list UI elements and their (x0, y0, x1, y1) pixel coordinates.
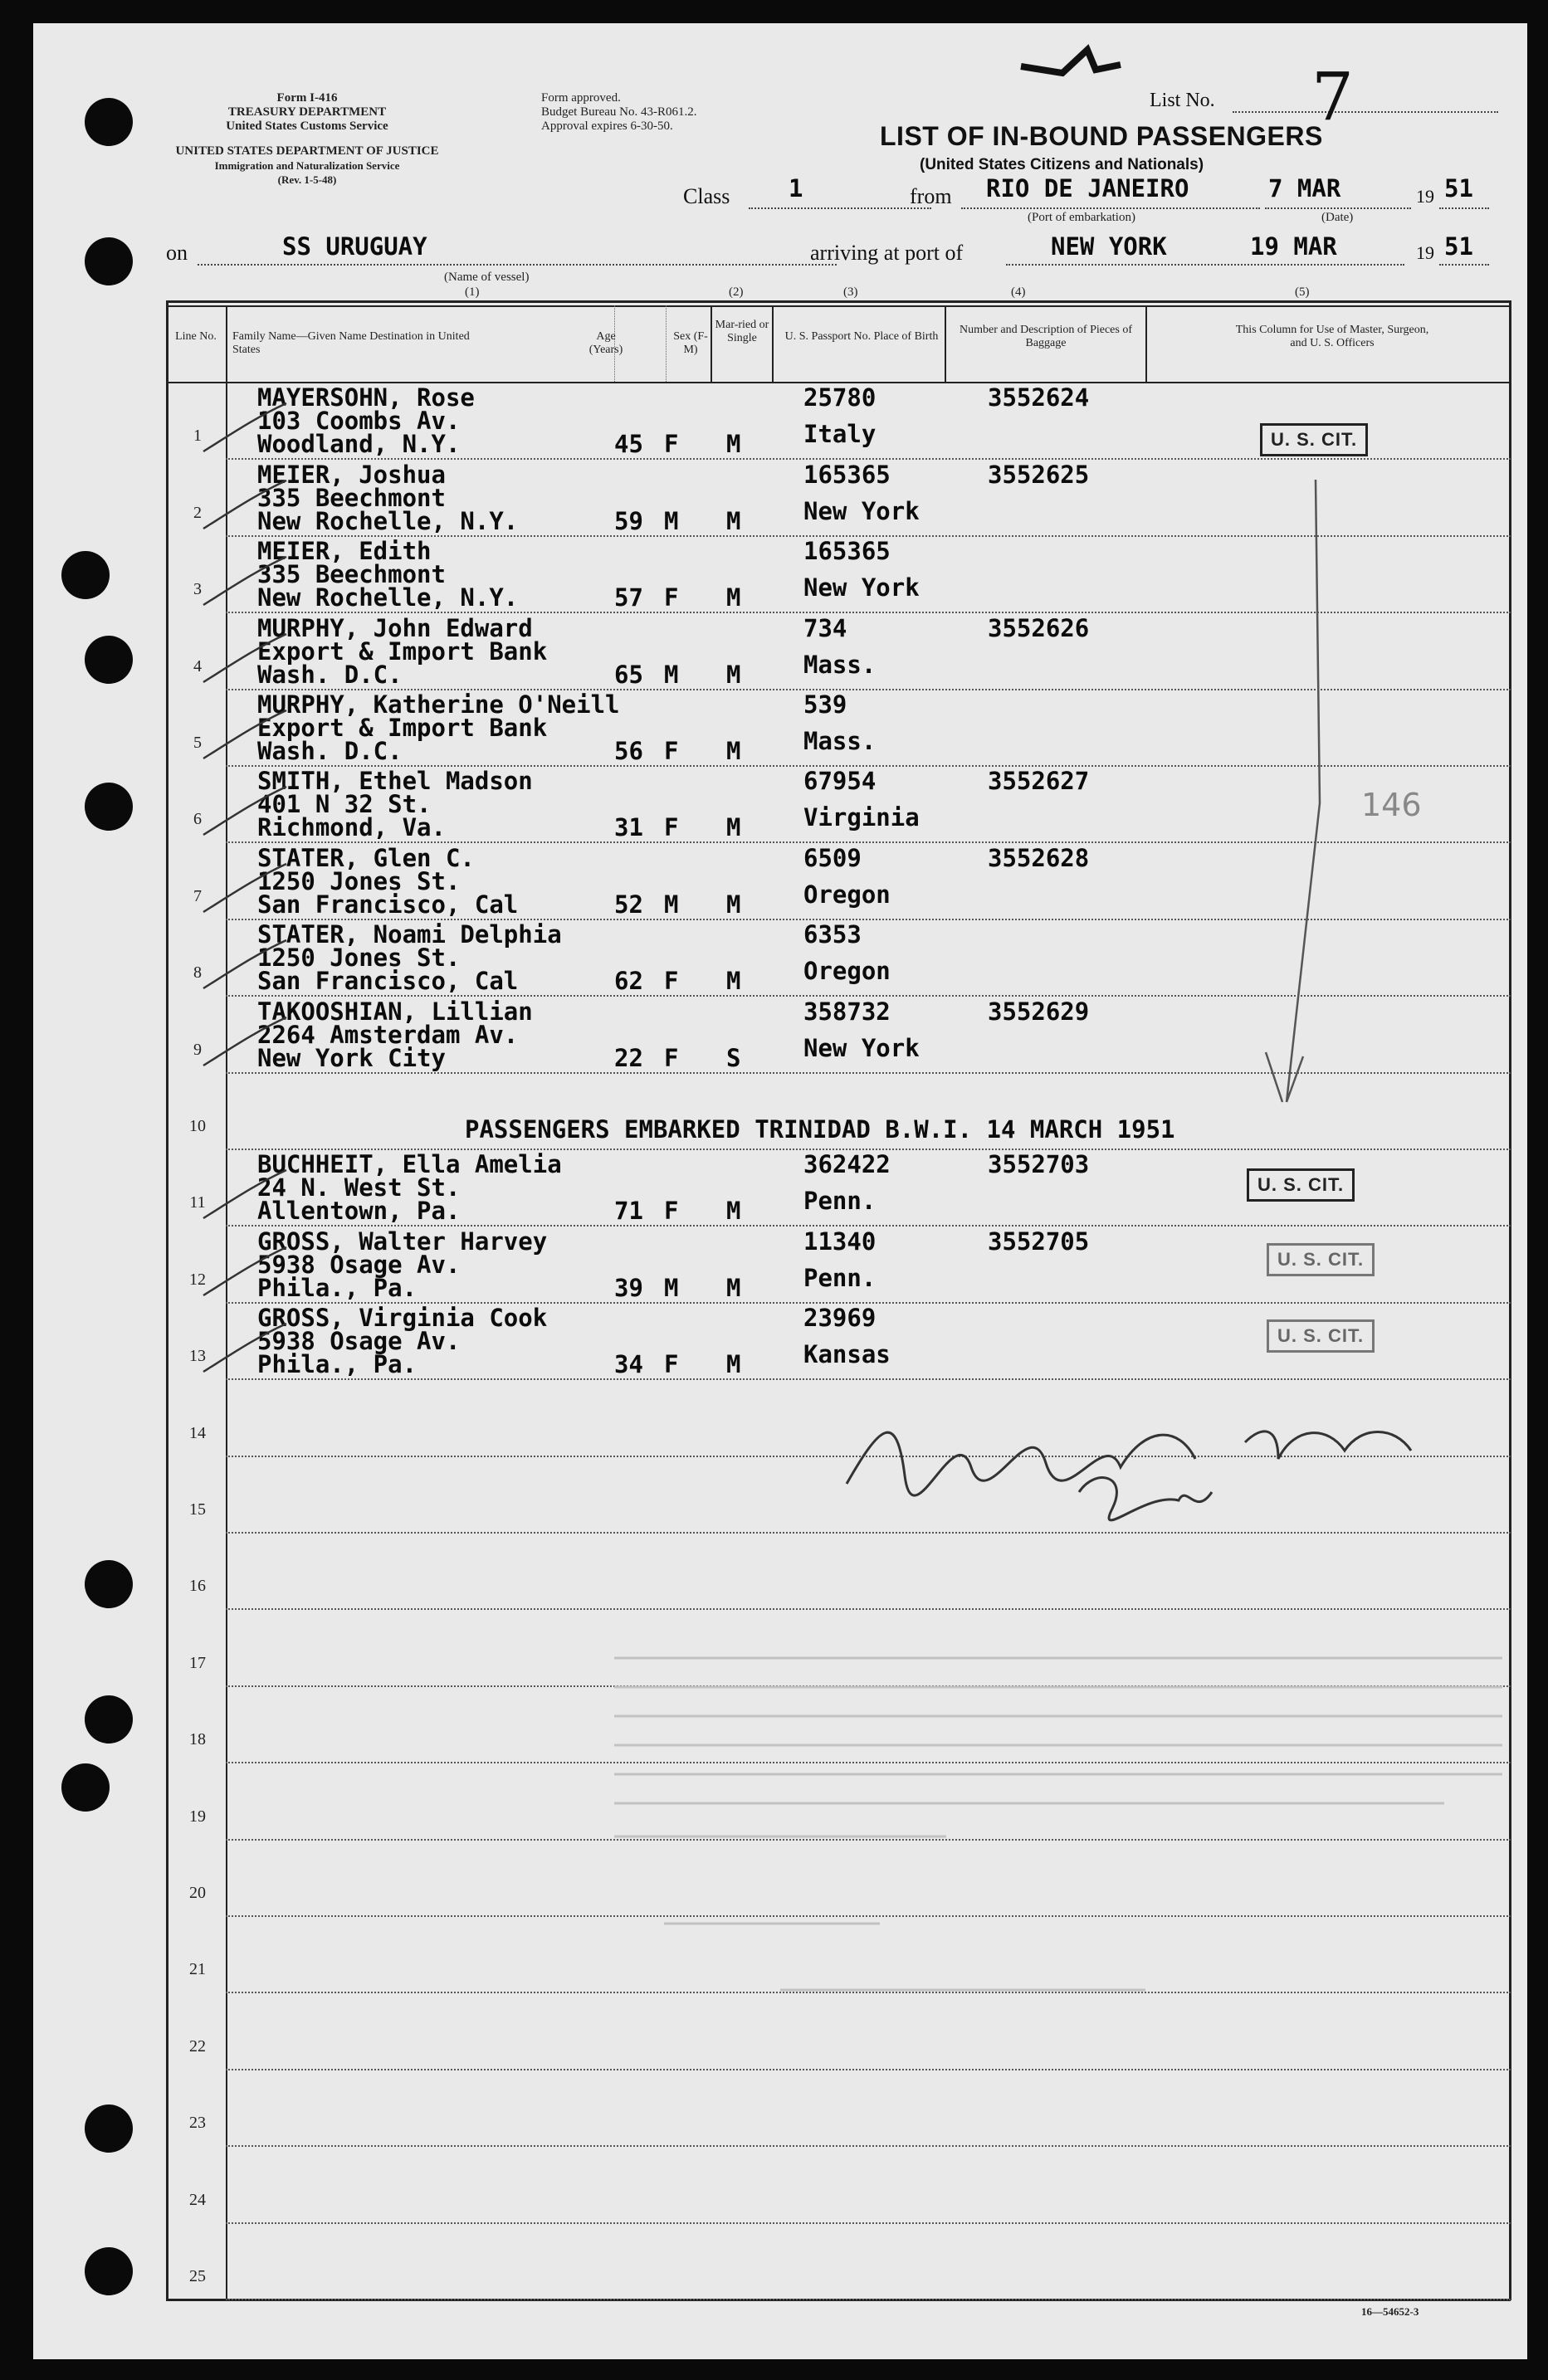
pencil-check-line (1237, 471, 1336, 1119)
passenger-name: STATER, Glen C. (257, 844, 475, 872)
passenger-city: New Rochelle, N.Y. (257, 507, 519, 535)
side-number: 146 (1361, 787, 1422, 823)
pencil-tick-mark (199, 1014, 291, 1072)
passenger-sex: F (664, 737, 679, 765)
passenger-address: Export & Import Bank (257, 637, 548, 666)
punch-hole (85, 1695, 133, 1744)
passenger-name: MAYERSOHN, Rose (257, 383, 475, 412)
place-of-birth: Virginia (803, 803, 920, 832)
passport-number: 734 (803, 614, 847, 642)
passenger-marital-status: M (726, 430, 741, 458)
arrival-port: NEW YORK (1051, 232, 1167, 261)
embark-date: 7 MAR (1268, 174, 1341, 202)
passenger-city: Phila., Pa. (257, 1350, 418, 1378)
passenger-age: 57 (614, 583, 643, 612)
passenger-age: 71 (614, 1197, 643, 1225)
passport-number: 539 (803, 690, 847, 719)
list-number-handwritten: 7 (1311, 58, 1354, 135)
passenger-sex: M (664, 661, 679, 689)
passenger-marital-status: M (726, 507, 741, 535)
passenger-marital-status: M (726, 1274, 741, 1302)
col-5-number: (5) (1295, 285, 1310, 299)
row-separator (226, 458, 1511, 460)
passenger-city: Woodland, N.Y. (257, 430, 461, 458)
list-no-label: List No. (1150, 90, 1215, 111)
place-of-birth: Mass. (803, 651, 877, 679)
passenger-name: SMITH, Ethel Madson (257, 767, 533, 795)
col-2-number: (2) (729, 285, 744, 299)
passenger-sex: F (664, 1044, 679, 1072)
treasury-dept: TREASURY DEPARTMENT (227, 105, 387, 119)
passenger-name: BUCHHEIT, Ella Amelia (257, 1150, 562, 1178)
passenger-city: New York City (257, 1044, 446, 1072)
place-of-birth: Kansas (803, 1340, 891, 1368)
passenger-marital-status: S (726, 1044, 741, 1072)
punch-hole (85, 2104, 133, 2153)
section-note: PASSENGERS EMBARKED TRINIDAD B.W.I. 14 MARCH 1951 (465, 1115, 1175, 1144)
baggage-number: 3552629 (988, 997, 1090, 1026)
passenger-name: MURPHY, Katherine O'Neill (257, 690, 620, 719)
passenger-address: Export & Import Bank (257, 714, 548, 742)
place-of-birth: Oregon (803, 880, 891, 909)
passenger-marital-status: M (726, 1350, 741, 1378)
row-separator (226, 2069, 1511, 2070)
passenger-address: 335 Beechmont (257, 484, 446, 512)
baggage-number: 3552705 (988, 1227, 1090, 1256)
line-number: 21 (189, 1960, 206, 1978)
passenger-age: 56 (614, 737, 643, 765)
pencil-tick-mark (199, 400, 291, 458)
punch-hole (85, 2247, 133, 2295)
row-separator (226, 1225, 1511, 1227)
punch-hole (85, 1560, 133, 1608)
passenger-sex: F (664, 1350, 679, 1378)
line-number: 25 (189, 2267, 206, 2285)
passenger-city: San Francisco, Cal (257, 967, 519, 995)
line-number: 10 (189, 1117, 206, 1135)
passport-number: 358732 (803, 997, 891, 1026)
line-number: 6 (193, 810, 202, 828)
passport-number: 23969 (803, 1304, 877, 1332)
passenger-city: Phila., Pa. (257, 1274, 418, 1302)
passport-number: 362422 (803, 1150, 891, 1178)
row-separator (226, 2299, 1511, 2300)
us-cit-stamp: U. S. CIT. (1260, 423, 1368, 456)
passenger-age: 39 (614, 1274, 643, 1302)
passenger-marital-status: M (726, 890, 741, 919)
passenger-city: New Rochelle, N.Y. (257, 583, 519, 612)
punch-hole (85, 636, 133, 684)
port-of-embarkation: RIO DE JANEIRO (986, 174, 1189, 202)
passenger-city: Wash. D.C. (257, 661, 403, 689)
arrival-date: 19 MAR (1250, 232, 1337, 261)
col-1-number: (1) (465, 285, 480, 299)
baggage-number: 3552625 (988, 461, 1090, 489)
passenger-address: 1250 Jones St. (257, 944, 461, 972)
customs-service: United States Customs Service (226, 119, 388, 133)
doj-block (166, 144, 448, 187)
class-value: 1 (789, 174, 803, 202)
line-number: 14 (189, 1424, 206, 1442)
us-cit-stamp: U. S. CIT. (1267, 1319, 1375, 1353)
us-cit-stamp: U. S. CIT. (1267, 1243, 1375, 1276)
pencil-tick-mark (199, 554, 291, 612)
place-of-birth: Oregon (803, 957, 891, 985)
arrival-year: 51 (1444, 232, 1473, 261)
passenger-marital-status: M (726, 661, 741, 689)
line-number: 19 (189, 1807, 206, 1826)
line-number: 9 (193, 1041, 202, 1059)
passenger-address: 401 N 32 St. (257, 790, 432, 818)
col-header-age: Age (Years) (588, 330, 623, 356)
col-header-sex: Sex (F-M) (673, 330, 708, 356)
passport-number: 165365 (803, 537, 891, 565)
punch-hole (85, 98, 133, 146)
baggage-number: 3552627 (988, 767, 1090, 795)
passenger-name: STATER, Noami Delphia (257, 920, 562, 949)
passenger-sex: F (664, 430, 679, 458)
pencil-tick-mark (199, 861, 291, 919)
line-number: 17 (189, 1654, 206, 1672)
passenger-name: MEIER, Edith (257, 537, 432, 565)
footer-code: 16—54652-3 (1361, 2305, 1419, 2318)
passenger-sex: F (664, 813, 679, 841)
passenger-city: San Francisco, Cal (257, 890, 519, 919)
form-number: Form I-416 (276, 91, 338, 105)
place-of-birth: Mass. (803, 727, 877, 755)
date-caption: (Date) (1321, 211, 1354, 224)
vessel-name: SS URUGUAY (282, 232, 427, 261)
pencil-tick-mark (199, 631, 291, 689)
passenger-name: GROSS, Virginia Cook (257, 1304, 548, 1332)
line-number: 24 (189, 2191, 206, 2209)
passenger-sex: M (664, 1274, 679, 1302)
ins-name: Immigration and Naturalization Service (214, 159, 400, 172)
line-number: 5 (193, 734, 202, 752)
line-number: 18 (189, 1730, 206, 1748)
passenger-age: 22 (614, 1044, 643, 1072)
pencil-tick-mark (199, 707, 291, 765)
baggage-number: 3552626 (988, 614, 1090, 642)
bleed-through-text (614, 1650, 1511, 2031)
approval-block (541, 91, 696, 134)
baggage-number: 3552703 (988, 1150, 1090, 1178)
passport-number: 165365 (803, 461, 891, 489)
col-header-married: Mar-ried or Single (715, 319, 769, 344)
passenger-name: MURPHY, John Edward (257, 614, 533, 642)
passenger-age: 52 (614, 890, 643, 919)
document-subtitle: (United States Citizens and Nationals) (920, 156, 1204, 173)
passenger-marital-status: M (726, 737, 741, 765)
row-separator (226, 1608, 1511, 1610)
passport-number: 11340 (803, 1227, 877, 1256)
passenger-age: 65 (614, 661, 643, 689)
ink-scribble (1013, 33, 1129, 83)
arriving-label: arriving at port of (810, 241, 964, 265)
place-of-birth: New York (803, 497, 920, 525)
passenger-address: 2264 Amsterdam Av. (257, 1021, 519, 1049)
document-title: LIST OF IN-BOUND PASSENGERS (880, 121, 1323, 151)
passenger-name: MEIER, Joshua (257, 461, 446, 489)
passenger-city: Wash. D.C. (257, 737, 403, 765)
line-number: 4 (193, 657, 202, 675)
class-label: Class (683, 184, 730, 208)
line-number: 23 (189, 2114, 206, 2132)
us-cit-stamp: U. S. CIT. (1247, 1168, 1355, 1202)
line-number: 7 (193, 887, 202, 905)
line-number: 11 (189, 1193, 206, 1212)
passenger-age: 62 (614, 967, 643, 995)
embark-year: 51 (1444, 174, 1473, 202)
line-number: 20 (189, 1884, 206, 1902)
passport-number: 6509 (803, 844, 862, 872)
col-header-name: Family Name—Given Name Destination in United States (232, 330, 470, 356)
passenger-address: 103 Coombs Av. (257, 407, 461, 435)
line-number: 13 (189, 1347, 206, 1365)
punch-hole (85, 783, 133, 831)
place-of-birth: Penn. (803, 1264, 877, 1292)
passenger-age: 34 (614, 1350, 643, 1378)
pencil-tick-mark (199, 1167, 291, 1225)
place-of-birth: Italy (803, 420, 877, 448)
passenger-address: 5938 Osage Av. (257, 1327, 461, 1355)
row-separator (226, 2222, 1511, 2224)
passenger-sex: F (664, 583, 679, 612)
col-header-baggage: Number and Description of Pieces of Baggage (960, 324, 1132, 349)
passenger-sex: M (664, 507, 679, 535)
passport-number: 25780 (803, 383, 877, 412)
from-label: from (910, 184, 952, 208)
approval-expires: Approval expires 6-30-50. (541, 119, 673, 133)
passenger-age: 31 (614, 813, 643, 841)
passenger-address: 24 N. West St. (257, 1173, 461, 1202)
passenger-city: Allentown, Pa. (257, 1197, 461, 1225)
pencil-tick-mark (199, 1320, 291, 1378)
revision: (Rev. 1-5-48) (277, 173, 337, 186)
col-header-officers: This Column for Use of Master, Surgeon, and U. S. Officers (1235, 324, 1429, 349)
passenger-marital-status: M (726, 813, 741, 841)
punch-hole (61, 1763, 110, 1812)
passenger-city: Richmond, Va. (257, 813, 446, 841)
passport-number: 67954 (803, 767, 877, 795)
row-separator (226, 1378, 1511, 1380)
line-number: 22 (189, 2037, 206, 2056)
passenger-marital-status: M (726, 967, 741, 995)
doj-name: UNITED STATES DEPARTMENT OF JUSTICE (175, 144, 439, 158)
pencil-tick-mark (199, 937, 291, 995)
passenger-address: 1250 Jones St. (257, 867, 461, 895)
line-number: 16 (189, 1577, 206, 1595)
line-number: 8 (193, 963, 202, 982)
baggage-number: 3552628 (988, 844, 1090, 872)
pencil-tick-mark (199, 477, 291, 535)
place-of-birth: New York (803, 1034, 920, 1062)
form-approved: Form approved. (541, 91, 621, 105)
line-number: 2 (193, 504, 202, 522)
budget-bureau: Budget Bureau No. 43-R061.2. (541, 105, 697, 119)
passenger-name: TAKOOSHIAN, Lillian (257, 997, 533, 1026)
vessel-caption: (Name of vessel) (444, 271, 530, 284)
passenger-marital-status: M (726, 1197, 741, 1225)
passenger-sex: M (664, 890, 679, 919)
port-caption: (Port of embarkation) (1028, 211, 1135, 224)
punch-hole (85, 237, 133, 285)
passenger-age: 59 (614, 507, 643, 535)
year-prefix: 19 (1416, 186, 1434, 207)
passport-number: 6353 (803, 920, 862, 949)
place-of-birth: Penn. (803, 1187, 877, 1215)
pencil-tick-mark (199, 783, 291, 841)
pencil-tick-mark (199, 1244, 291, 1302)
passenger-address: 5938 Osage Av. (257, 1251, 461, 1279)
passenger-age: 45 (614, 430, 643, 458)
passenger-address: 335 Beechmont (257, 560, 446, 588)
passenger-sex: F (664, 1197, 679, 1225)
row-separator (226, 2145, 1511, 2147)
line-number: 15 (189, 1500, 206, 1519)
line-number: 3 (193, 580, 202, 598)
col-header-line: Line No. (175, 330, 217, 343)
col-header-passport: U. S. Passport No. Place of Birth (784, 330, 939, 343)
punch-hole (61, 551, 110, 599)
manifest-sheet (33, 23, 1527, 2359)
inspector-signature (830, 1392, 1428, 1542)
line-number: 1 (193, 427, 202, 445)
on-label: on (166, 241, 188, 265)
passenger-name: GROSS, Walter Harvey (257, 1227, 548, 1256)
line-number: 12 (189, 1270, 206, 1289)
col-4-number: (4) (1011, 285, 1026, 299)
passenger-marital-status: M (726, 583, 741, 612)
col-3-number: (3) (843, 285, 858, 299)
year-prefix-2: 19 (1416, 242, 1434, 263)
passenger-sex: F (664, 967, 679, 995)
place-of-birth: New York (803, 573, 920, 602)
form-id-block (208, 91, 407, 134)
baggage-number: 3552624 (988, 383, 1090, 412)
